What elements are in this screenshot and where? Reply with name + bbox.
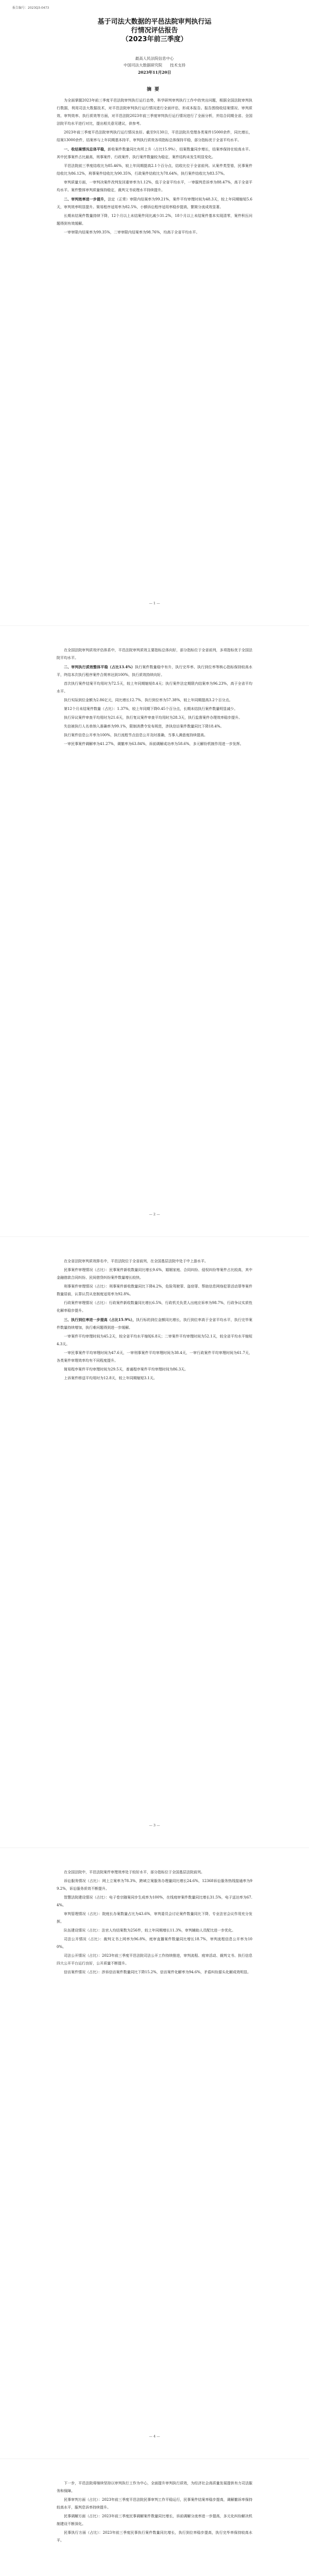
paragraph: 审判质量方面，一审判决案件改判发回重审率为1.12%，低于全省平均水平，一审服判息诉率为88.47%，高于全省平均水平。案件整体审判质量保持稳定，裁判文书说理水平持续提升。: [57, 180, 252, 192]
paragraph: 上诉案件移送平均用时为12.8天，较上年同期缩短3.1天。: [64, 1376, 157, 1380]
paragraph: 刑事案件审理情况（占比）：刑事案件新收数量同比下降4.2%，危险驾驶罪、盗窃罪、帮助信息网络犯罪活动罪等案件数量居前，认罪认罚从宽制度适用率为92.8%。: [57, 1284, 252, 1296]
paragraph: [57, 145, 252, 161]
paragraph: 2023年前三季度平邑法院审判执行运行情况良好。截至9月30日，平邑法院共受理各类案件15000余件，同比增长，结案13000余件，结案率与上年同期基本持平，审判执行质效各项指标总体保持平稳，部分指标优于全省平均水平。: [57, 130, 252, 142]
paragraph: 一审审限内结案率为99.35%，二审审限内结案率为98.76%，均高于全省平均水平。: [64, 230, 200, 234]
paragraph: 在全省法院审判质效排名中，平邑法院位于全省前列，在全国基层法院中处于中上游水平。: [64, 1259, 208, 1263]
page-top-margin: [57, 1237, 252, 1258]
paragraph: 一审民事案件平均审理时间为47.6天，一审刑事案件平均审理时间为38.4天，一审行政案件平均审理时间为61.7天，各类案件审理效率均有不同程度提升。: [57, 1351, 252, 1363]
paragraph: 行政案件审理情况（占比）：行政案件新收数量同比增长6.5%，行政机关负责人出庭应诉率为98.7%，行政争议实质性化解率稳步提升。: [57, 1301, 252, 1313]
paragraph: 执行实际到位金额为2.86亿元，同比增长12.7%，执行到位率为57.38%，较上年同期提高3.2个百分点。: [64, 698, 233, 702]
paragraph: 信访案件情况（占比）：涉诉信访案件数量同比下降15.2%，信访案件化解率为94.6%，矛盾纠纷源头化解成效明显。: [64, 1970, 251, 1974]
paragraph: 失信被执行人名单纳入准确率为99.1%，限制消费令发布规范，涉执信访案件数量同比下降18.4%。: [64, 724, 224, 728]
paragraph: 在全国法院中，平邑法院案件审理效率处于较好水平，部分指标位于全国基层法院前列。: [64, 1870, 204, 1874]
paragraph: 平邑法院前三季度结收比为85.46%，较上年同期提高2.1个百分点，结收比位于全省前列。从案件类型看，民事案件结收比为86.12%，刑事案件结收比为90.35%，行政案件结收比为78.64%，执行案件结收比为83.57%。: [57, 164, 252, 176]
paragraph: 民事执行方面（占比）：2023年前三季度民事执行案件数量同比增长，执行到位率稳步提高，执行完毕率保持较高水平。: [57, 2531, 252, 2543]
section-text: 执行标的到位金额同比增长，执行到位率高于全省平均水平，执行完毕案件数量持续增加，执行难问题得到进一步缓解。: [57, 1318, 253, 1330]
title-line-2: 行情况评估报告: [131, 27, 178, 35]
section-lead: 三、执行到位率进一步提高（占比15.9%），: [64, 1317, 136, 1322]
organization-block: [57, 55, 252, 76]
title-line-1: 基于司法大数据的平邑法院审判执行运: [97, 18, 212, 26]
page-3: [0, 1237, 309, 1848]
page-number: — 3 —: [149, 1823, 160, 1827]
paragraph: 审判管理情况（占比）：院庭长办案数量占比为43.6%，审判委员会讨论案件数量同比下降，专业法官会议作用充分发挥。: [57, 1912, 252, 1924]
paragraph: [57, 195, 252, 211]
section-lead: 一、收结案情况总体平稳，: [64, 147, 108, 151]
page-2: [0, 626, 309, 1237]
org-line-2: 中国司法大数据研究院 技术支持: [124, 63, 185, 67]
paragraph: 一审民事案件调解率为41.27%，调撤率为63.84%，诉前调解成功率为58.6%，多元解纷机制作用进一步发挥。: [64, 742, 244, 746]
page-top-margin: [57, 2459, 252, 2480]
section-text: 执行案件数量稳中有升，执行完毕率、执行到位率等核心指标保持较高水平，终结本次执行程序案件合规率达到100%，执行质效持续向好。: [57, 665, 253, 677]
abstract-heading: 摘要: [146, 87, 162, 92]
paragraph: 执行案件信息公开率为100%，执行流程节点信息公开及时准确，当事人满意度持续提高。: [64, 733, 208, 737]
paragraph: 第12个月未结案件数量（占比）：1.37%，较上年同期下降0.45个百分点，长期未结执行案件数量明显减少。: [64, 707, 238, 711]
page-number: — 4 —: [149, 2434, 160, 2438]
section-text: 法定（正常）审限内结案率为99.21%，案件平均审理时间为48.3天，较上年同期缩短5.6天，审判效率明显提升。简易程序适用率为82.5%，小额诉讼程序适用率稳步提高，繁简分流成效显著。: [57, 197, 252, 209]
paragraph: 首次执行案件结案平均用时为72.5天，较上年同期缩短8.4天；执行案件法定期限内结案率为96.23%，高于全省平均水平。: [57, 682, 252, 693]
paragraph: [57, 663, 252, 679]
paragraph: 司法公开情况（占比）：2023年前三季度平邑法院司法公开工作持续推进，审判流程、庭审活动、裁判文书、执行信息四大公开平台运行良好，公开质量不断提升。: [57, 1954, 252, 1965]
page-5: [0, 2459, 309, 2576]
paragraph: 执行异议案件审查平均用时为21.6天，执行复议案件审查平均用时为28.3天，执行监督案件办理效率稳步提升。: [64, 716, 243, 720]
page-top-margin: [57, 626, 252, 647]
paragraph: 为全面掌握2023年前三季度平邑法院审判执行运行态势，科学研判审判执行工作中的突出问题，根据全国法院审判执行数据，利用司法大数据技术，对平邑法院审判执行运行情况进行全面评估，形成本报告。报告围绕收结案情况、审判质效、审判效率、执行质效等方面，对平邑法院2023年前三季度审判执行运行情况进行了全面分析，并结合同期全省、全国法院平均水平进行对比，提出相关意见建议，供参考。: [57, 98, 252, 126]
page-number: — 1 —: [149, 601, 160, 605]
section-lead: 二、审判效率进一步提升，: [64, 197, 108, 201]
report-date: 2023年11月20日: [138, 70, 171, 75]
page-4: [0, 1848, 309, 2459]
page-1: [0, 0, 309, 626]
paragraph: 民事审判方面（占比）：2023年前三季度平邑法院民事审判工作平稳运行，民事案件结案率稳步提高，调解撤诉率保持较高水平，服判息诉率持续提升。: [57, 2498, 252, 2510]
paragraph: 长期未结案件数量持续下降，12个月以上未结案件同比减少31.2%，18个月以上未结案件基本实现清零，案件积压问题得到有效缓解。: [57, 214, 252, 226]
paragraph: 智慧法院建设情况（占比）：电子卷宗随案同步生成率为100%，在线庭审案件数量同比增长31.5%，电子送达率为67.4%。: [57, 1895, 252, 1907]
paragraph: 队伍建设情况（占比）：法官人均结案数为256件，较上年同期增长11.3%，审判辅助人员配比进一步优化。: [64, 1928, 236, 1933]
document-number: 报告编号：2023Q3-0473: [12, 6, 49, 10]
paragraph: 下一步，平邑法院将继续坚持以审判执行工作为中心，全面提升审判执行质效，为经济社会高质量发展提供有力司法服务和保障。: [57, 2481, 252, 2493]
org-line-1: 最高人民法院信息中心: [135, 56, 174, 61]
paragraph: 在全国法院审判质效评估体系中，平邑法院审判质效主要指标总体向好，部分指标位于全省前列，多项指标优于全国法院平均水平。: [57, 648, 252, 660]
title-block: [57, 18, 252, 44]
paragraph: 诉讼服务情况（占比）：网上立案率为78.3%，跨域立案服务办理量同比增长24.6%，12368诉讼服务热线接通率为99.2%，诉讼服务质效不断提升。: [57, 1879, 252, 1891]
page-number: — 2 —: [149, 1212, 160, 1216]
paragraph: 司法公开情况（占比）：裁判文书上网率为96.8%，庭审直播案件数量同比增长18.7%，审判流程信息公开率为100%。: [57, 1937, 252, 1949]
paragraph: [57, 1316, 252, 1332]
paragraph: 一审案件平均审理时间为45.2天，较全省平均水平缩短6.8天；二审案件平均审理时间为52.1天，较全省平均水平缩短4.3天。: [57, 1334, 252, 1346]
page-top-margin: [57, 1848, 252, 1869]
section-lead: 二、审判执行质效整体平稳（占比13.4%）: [64, 665, 135, 669]
paragraph: 民事调解方面（占比）：2023年前三季度民事调解案件数量同比增长，诉前调解分流率进一步提高，多元化纠纷解决机制建设不断深化。: [57, 2514, 252, 2526]
paragraph: 简易程序案件平均审理时间为29.5天，普通程序案件平均审理时间为86.3天。: [64, 1367, 188, 1371]
section-text: 新收案件数量同比有所上升（占比15.9%），结案数量同步增长，结案率保持在较高水平。其中民事案件占比最高，刑事案件、行政案件、执行案件数量较为稳定，案件结构未发生明显变化。: [57, 147, 252, 159]
paragraph: 民事案件审理情况（占比）：民事案件新收数量同比增长9.6%，婚姻家庭、合同纠纷、侵权纠纷等案件占比较高，其中金融借款合同纠纷、民间借贷纠纷案件数量增长较快。: [57, 1268, 252, 1280]
title-line-3: （2023年前三季度）: [122, 36, 187, 43]
